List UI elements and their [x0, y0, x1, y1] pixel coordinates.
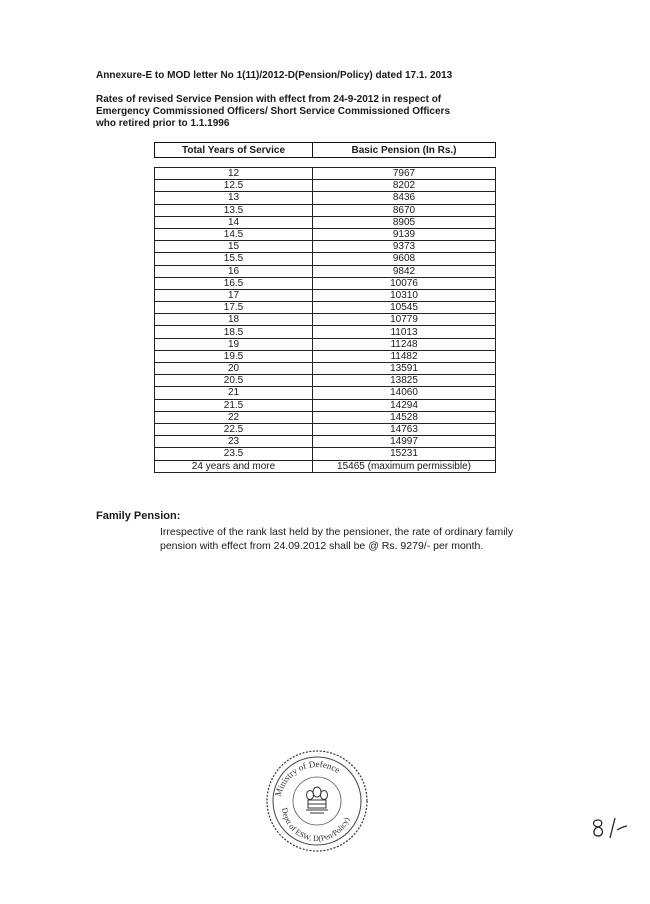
table-row [155, 387, 496, 399]
table-row [155, 411, 496, 423]
basic-pension-cell: 8436 [313, 192, 496, 204]
years-of-service-cell: 23.5 [155, 448, 313, 460]
table-row [155, 436, 496, 448]
family-pension-text [160, 525, 560, 553]
years-of-service-cell: 22 [155, 411, 313, 423]
years-of-service-cell: 20.5 [155, 375, 313, 387]
basic-pension-cell: 8670 [313, 204, 496, 216]
basic-pension-cell: 14060 [313, 387, 496, 399]
table-row [155, 326, 496, 338]
basic-pension-cell: 14294 [313, 399, 496, 411]
annexure-reference: Annexure-E to MOD letter No 1(11)/2012-D(Pension/Policy) dated 17.1. 2013 [96, 70, 453, 81]
basic-pension-cell: 11482 [313, 350, 496, 362]
seal-bottom-text: Deptt of ESW, D(Pen/Policy) [279, 807, 352, 844]
table-row [155, 460, 496, 472]
emblem-icon [306, 787, 328, 813]
table-row [155, 204, 496, 216]
years-of-service-cell: 17.5 [155, 302, 313, 314]
table-row [155, 241, 496, 253]
page-number-handwritten [590, 814, 630, 844]
basic-pension-cell: 9373 [313, 241, 496, 253]
table-row [155, 289, 496, 301]
years-of-service-cell: 15 [155, 241, 313, 253]
family-pension-title: Family Pension: [96, 510, 181, 522]
basic-pension-cell: 14528 [313, 411, 496, 423]
table-row [155, 375, 496, 387]
table-row [155, 302, 496, 314]
table-row [155, 399, 496, 411]
rates-heading-line-1: Rates of revised Service Pension with effect from 24-9-2012 in respect of [96, 94, 442, 105]
years-of-service-cell: 18.5 [155, 326, 313, 338]
years-of-service-cell: 13.5 [155, 204, 313, 216]
pension-table [154, 167, 496, 473]
basic-pension-cell: 11013 [313, 326, 496, 338]
basic-pension-cell: 10076 [313, 277, 496, 289]
years-of-service-cell: 19.5 [155, 350, 313, 362]
years-of-service-cell: 20 [155, 363, 313, 375]
years-of-service-cell: 16.5 [155, 277, 313, 289]
years-of-service-cell: 21 [155, 387, 313, 399]
years-of-service-cell: 23 [155, 436, 313, 448]
years-of-service-cell: 19 [155, 338, 313, 350]
column-header-pension: Basic Pension (In Rs.) [313, 143, 496, 158]
ministry-seal-stamp [264, 748, 370, 854]
table-row [155, 448, 496, 460]
basic-pension-cell: 9608 [313, 253, 496, 265]
rates-heading [96, 94, 516, 130]
table-row [155, 228, 496, 240]
rates-heading-line-2: Emergency Commissioned Officers/ Short Service Commissioned Officers [96, 106, 451, 117]
table-row [155, 265, 496, 277]
basic-pension-cell: 8905 [313, 216, 496, 228]
table-row [155, 216, 496, 228]
family-pension-line-2: pension with effect from 24.09.2012 shall be @ Rs. 9279/- per month. [160, 540, 484, 552]
seal-top-text: Ministry of Defence [272, 758, 342, 798]
basic-pension-cell: 13591 [313, 363, 496, 375]
years-of-service-cell: 14.5 [155, 228, 313, 240]
years-of-service-cell: 22.5 [155, 423, 313, 435]
table-row [155, 363, 496, 375]
years-of-service-cell: 21.5 [155, 399, 313, 411]
basic-pension-cell: 14763 [313, 423, 496, 435]
table-row [155, 277, 496, 289]
table-row [155, 168, 496, 180]
basic-pension-cell: 15231 [313, 448, 496, 460]
basic-pension-cell: 9139 [313, 228, 496, 240]
years-of-service-cell: 12 [155, 168, 313, 180]
years-of-service-cell: 18 [155, 314, 313, 326]
column-header-years: Total Years of Service [155, 143, 313, 158]
basic-pension-cell: 13825 [313, 375, 496, 387]
table-row [155, 192, 496, 204]
years-of-service-cell: 15.5 [155, 253, 313, 265]
years-of-service-cell: 12.5 [155, 180, 313, 192]
basic-pension-cell: 8202 [313, 180, 496, 192]
basic-pension-cell: 10545 [313, 302, 496, 314]
rates-heading-line-3: who retired prior to 1.1.1996 [96, 118, 230, 129]
basic-pension-cell: 9842 [313, 265, 496, 277]
years-of-service-cell: 24 years and more [155, 460, 313, 472]
basic-pension-cell: 14997 [313, 436, 496, 448]
table-row [155, 423, 496, 435]
years-of-service-cell: 16 [155, 265, 313, 277]
years-of-service-cell: 13 [155, 192, 313, 204]
table-row [155, 350, 496, 362]
table-row [155, 253, 496, 265]
table-row [155, 338, 496, 350]
family-pension-line-1: Irrespective of the rank last held by the pensioner, the rate of ordinary family [160, 526, 514, 538]
years-of-service-cell: 17 [155, 289, 313, 301]
basic-pension-cell: 7967 [313, 168, 496, 180]
table-row [155, 314, 496, 326]
basic-pension-cell: 15465 (maximum permissible) [313, 460, 496, 472]
pension-table-body [155, 168, 496, 473]
years-of-service-cell: 14 [155, 216, 313, 228]
pension-table-header [154, 142, 496, 158]
basic-pension-cell: 10779 [313, 314, 496, 326]
basic-pension-cell: 10310 [313, 289, 496, 301]
table-row [155, 180, 496, 192]
basic-pension-cell: 11248 [313, 338, 496, 350]
